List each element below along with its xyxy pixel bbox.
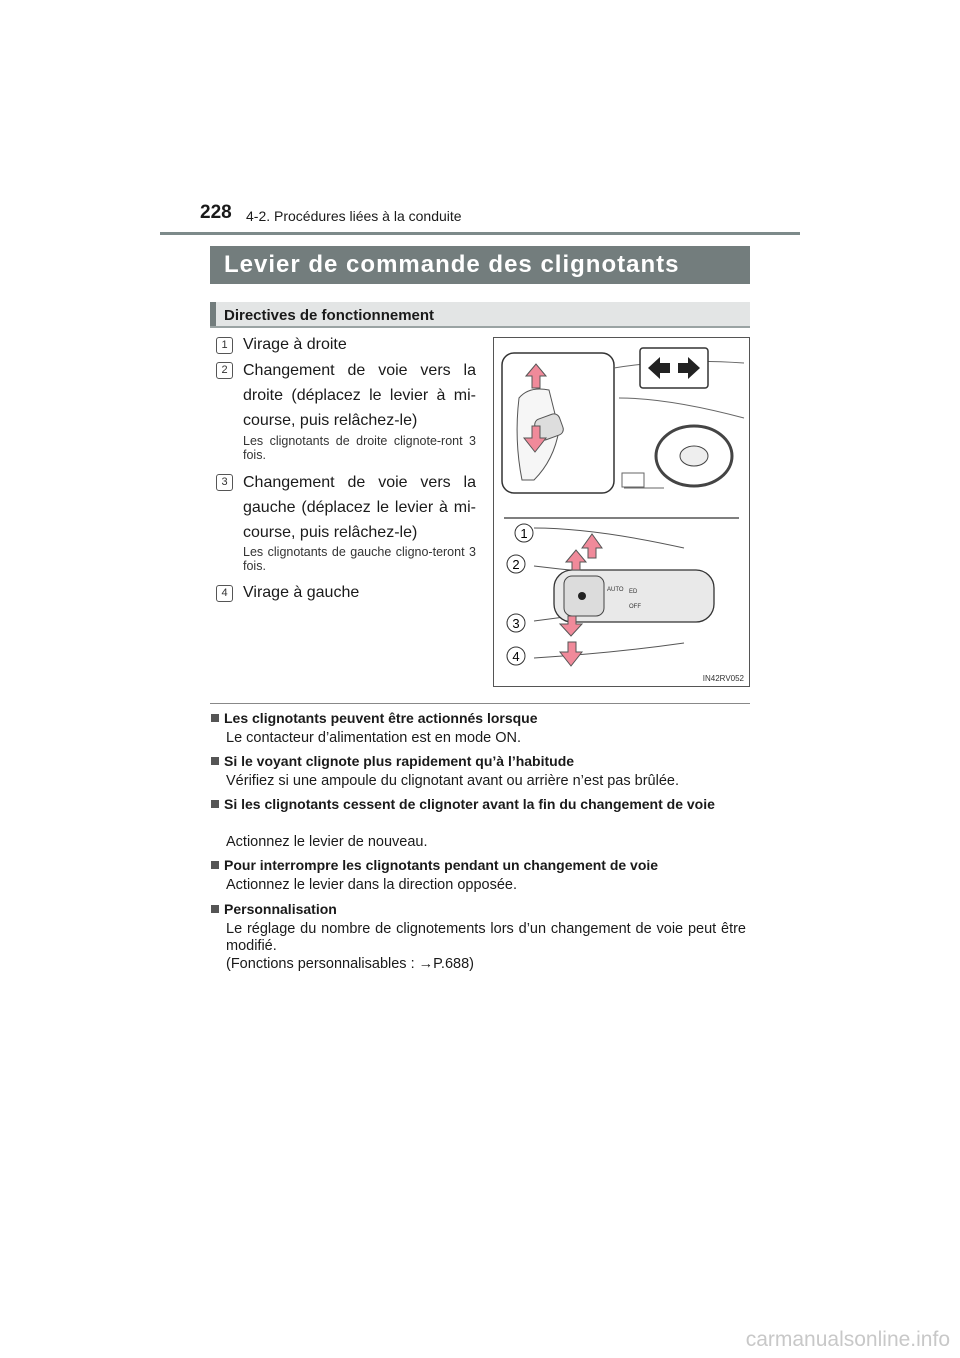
note-4-heading: Pour interrompre les clignotants pendant un changement de voie <box>211 857 658 873</box>
callout-1-label: 1 <box>520 526 528 541</box>
subtitle: Directives de fonctionnement <box>224 307 435 324</box>
lever-mark-off: OFF <box>629 604 641 610</box>
step-1-text: Virage à droite <box>243 336 347 353</box>
page-title: Levier de commande des clignotants <box>210 246 750 284</box>
note-5-body: Le réglage du nombre de clignotements lors d’un changement de voie peut être modifié. <box>226 921 746 954</box>
step-2-text: Changement de voie vers la droite (déplacez le levier à mi-course, puis relâchez-le) <box>243 362 476 429</box>
page-number: 228 <box>200 202 232 223</box>
bullet-square-icon <box>211 714 219 722</box>
note-3-heading: Si les clignotants cessent de clignoter avant la fin du changement de voie <box>211 796 746 812</box>
console-switches <box>622 473 644 487</box>
note-1-heading: Les clignotants peuvent être actionnés lorsque <box>211 710 538 726</box>
lever-mark-ed: ED <box>629 589 638 595</box>
bullet-square-icon <box>211 757 219 765</box>
callout-4-label: 4 <box>512 649 520 664</box>
note-5-heading: Personnalisation <box>211 901 337 917</box>
arrow-2 <box>566 550 586 570</box>
note-2-heading: Si le voyant clignote plus rapidement qu’à l’habitude <box>211 753 574 769</box>
step-2-number: 2 <box>216 362 233 379</box>
step-4-text: Virage à gauche <box>243 584 360 601</box>
step-2-note: Les clignotants de droite clignote-ront 3 fois. <box>243 434 476 462</box>
section-reference: 4-2. Procédures liées à la conduite <box>246 208 462 224</box>
callout-2-label: 2 <box>512 557 520 572</box>
watermark: carmanualsonline.info <box>745 1328 950 1351</box>
note-2-body: Vérifiez si une ampoule du clignotant avant ou arrière n’est pas brûlée. <box>226 773 679 789</box>
light-icon <box>578 592 586 600</box>
header-divider <box>160 232 800 235</box>
turn-signal-illustration <box>494 338 749 686</box>
bullet-square-icon <box>211 800 219 808</box>
subtitle-accent <box>210 302 216 326</box>
figure-code: IN42RV052 <box>702 674 744 683</box>
note-4-body: Actionnez le levier dans la direction opposée. <box>226 877 517 893</box>
lever-guide-lines <box>534 528 684 576</box>
bullet-square-icon <box>211 905 219 913</box>
step-1-number: 1 <box>216 337 233 354</box>
step-3-number: 3 <box>216 474 233 491</box>
step-4-number: 4 <box>216 585 233 602</box>
callout-3-label: 3 <box>512 616 520 631</box>
note-1-body: Le contacteur d’alimentation est en mode ON. <box>226 730 521 746</box>
step-3-text: Changement de voie vers la gauche (déplacez le levier à mi-course, puis relâchez-le) <box>243 474 476 541</box>
turn-signal-figure <box>493 337 750 687</box>
lever-mark-auto: AUTO <box>607 587 624 593</box>
steering-hub <box>680 446 708 466</box>
note-3-body: Actionnez le levier de nouveau. <box>226 834 428 850</box>
subtitle-bar <box>210 302 750 328</box>
arrow-4 <box>560 642 582 666</box>
arrow-1 <box>582 534 602 558</box>
notes-divider <box>210 703 750 704</box>
note-5-reference: (Fonctions personnalisables : →P.688) <box>226 956 474 972</box>
bullet-square-icon <box>211 861 219 869</box>
step-3-note: Les clignotants de gauche cligno-teront 3 fois. <box>243 545 476 573</box>
